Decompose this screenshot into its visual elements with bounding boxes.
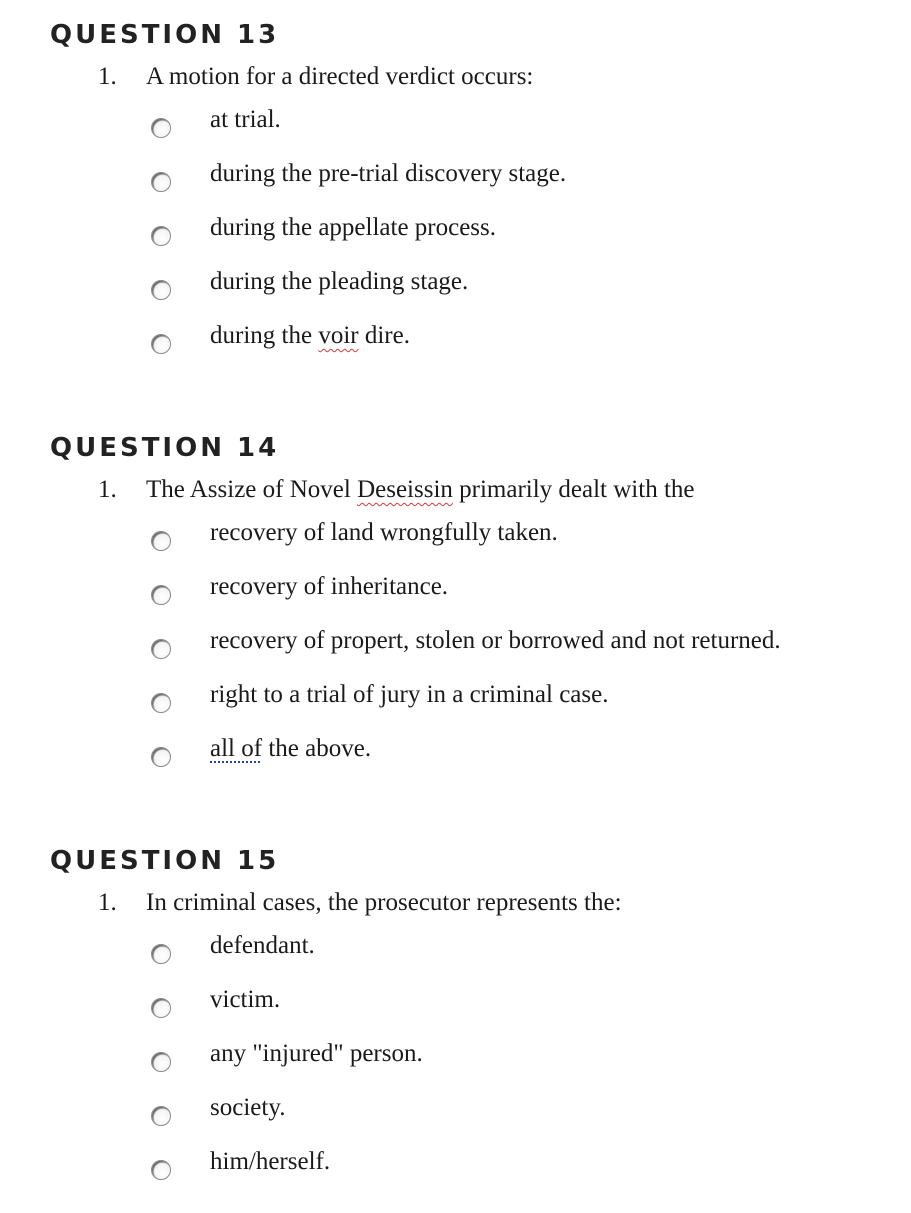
radio-button[interactable] — [151, 1160, 171, 1180]
radio-button[interactable] — [151, 531, 171, 551]
answer-label: during the pre-trial discovery stage. — [210, 160, 567, 187]
answer-label: during the voir dire. — [210, 322, 410, 349]
answer-option[interactable] — [0, 572, 911, 626]
question-number: 1. — [98, 63, 117, 90]
question-heading: QUESTION 13 — [50, 20, 280, 50]
radio-button[interactable] — [151, 1106, 171, 1126]
question-heading: QUESTION 14 — [50, 433, 280, 463]
answer-label: right to a trial of jury in a criminal case. — [210, 681, 609, 708]
answer-label: defendant. — [210, 932, 315, 959]
question-number: 1. — [98, 476, 117, 503]
answer-label: during the pleading stage. — [210, 268, 469, 295]
radio-button[interactable] — [151, 172, 171, 192]
answer-option[interactable] — [0, 213, 911, 267]
answer-option[interactable] — [0, 267, 911, 321]
answer-label: during the appellate process. — [210, 214, 497, 241]
answer-option[interactable] — [0, 734, 911, 788]
answer-option[interactable] — [0, 159, 911, 213]
answer-option[interactable] — [0, 518, 911, 572]
answer-label: at trial. — [210, 106, 281, 133]
answer-label: recovery of land wrongfully taken. — [210, 519, 558, 546]
grammar-flagged-phrase: all of — [210, 735, 263, 762]
answer-option[interactable] — [0, 321, 911, 375]
radio-button[interactable] — [151, 639, 171, 659]
radio-button[interactable] — [151, 693, 171, 713]
answer-option[interactable] — [0, 1039, 911, 1093]
answer-option[interactable] — [0, 105, 911, 159]
answer-option[interactable] — [0, 1093, 911, 1147]
question-number: 1. — [98, 889, 117, 916]
radio-button[interactable] — [151, 998, 171, 1018]
answer-label: society. — [210, 1094, 286, 1121]
radio-button[interactable] — [151, 280, 171, 300]
answer-label: victim. — [210, 986, 281, 1013]
answer-label: him/herself. — [210, 1148, 331, 1175]
answer-option[interactable] — [0, 985, 911, 1039]
radio-button[interactable] — [151, 747, 171, 767]
answer-label: recovery of inheritance. — [210, 573, 449, 600]
answer-label: recovery of propert, stolen or borrowed and not returned. — [210, 627, 781, 654]
answer-label: any "injured" person. — [210, 1040, 423, 1067]
radio-button[interactable] — [151, 944, 171, 964]
answer-label: all of the above. — [210, 735, 372, 762]
radio-button[interactable] — [151, 226, 171, 246]
answer-option[interactable] — [0, 680, 911, 734]
answer-option[interactable] — [0, 931, 911, 985]
radio-button[interactable] — [151, 1052, 171, 1072]
question-prompt: A motion for a directed verdict occurs: — [146, 63, 534, 90]
question-heading: QUESTION 15 — [50, 846, 280, 876]
question-prompt: In criminal cases, the prosecutor represents the: — [146, 889, 622, 916]
radio-button[interactable] — [151, 585, 171, 605]
answer-option[interactable] — [0, 1147, 911, 1201]
radio-button[interactable] — [151, 118, 171, 138]
answer-option[interactable] — [0, 626, 911, 680]
question-prompt: The Assize of Novel Deseissin primarily dealt with the — [146, 476, 695, 503]
radio-button[interactable] — [151, 334, 171, 354]
spellcheck-flagged-word: Deseissin — [357, 476, 453, 503]
spellcheck-flagged-word: voir — [318, 322, 359, 349]
